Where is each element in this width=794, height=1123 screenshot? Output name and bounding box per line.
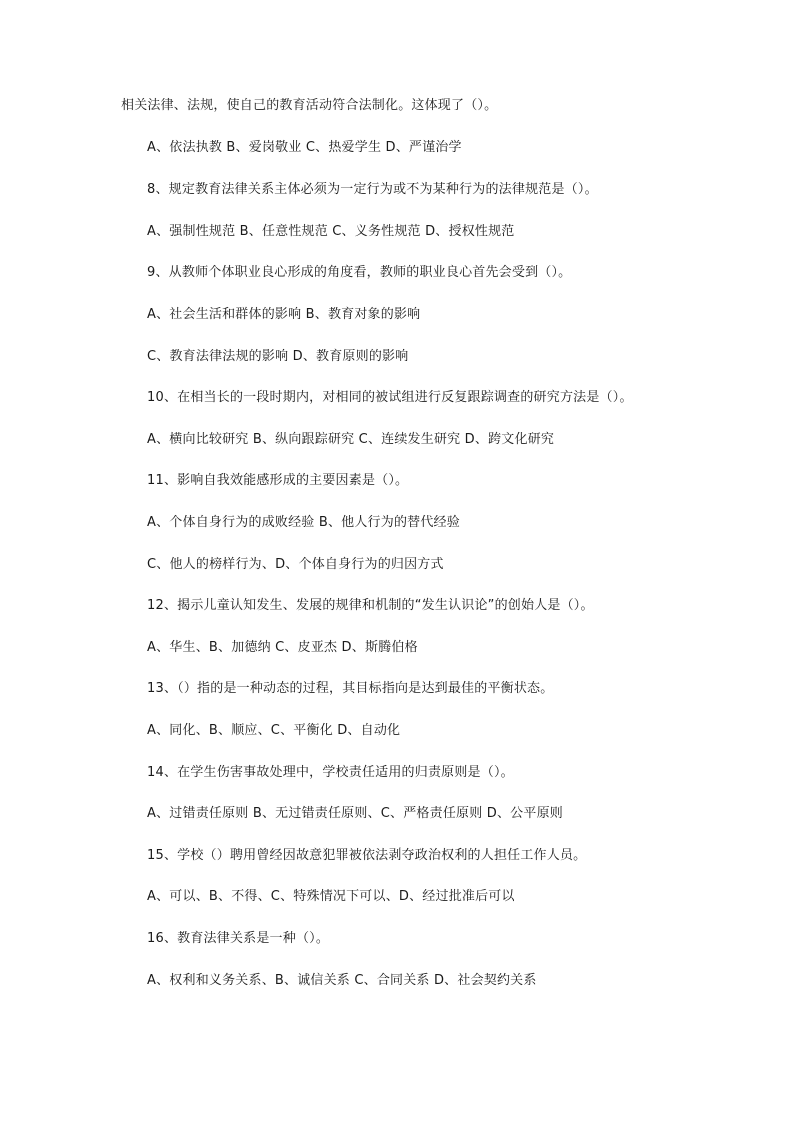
question-15-options: A、可以、B、不得、C、特殊情况下可以、D、经过批准后可以 [147, 889, 515, 904]
question-9-stem: 9、从教师个体职业良心形成的角度看，教师的职业良心首先会受到（）。 [147, 265, 572, 280]
question-13-stem: 13、（）指的是一种动态的过程，其目标指向是达到最佳的平衡状态。 [147, 681, 554, 696]
question-16-stem: 16、教育法律关系是一种（）。 [147, 931, 330, 946]
question-7-stem-continuation: 相关法律、法规，使自己的教育活动符合法制化。这体现了（）。 [121, 98, 498, 113]
question-10-options: A、横向比较研究 B、纵向跟踪研究 C、连续发生研究 D、跨文化研究 [147, 432, 555, 447]
question-13-options: A、同化、B、顺应、C、平衡化 D、自动化 [147, 723, 401, 738]
question-14-options: A、过错责任原则 B、无过错责任原则、C、严格责任原则 D、公平原则 [147, 806, 563, 821]
question-10-stem: 10、在相当长的一段时期内，对相同的被试组进行反复跟踪调查的研究方法是（）。 [147, 390, 633, 405]
question-7-options: A、依法执教 B、爱岗敬业 C、热爱学生 D、严谨治学 [147, 140, 462, 155]
question-14-stem: 14、在学生伤害事故处理中，学校责任适用的归责原则是（）。 [147, 765, 514, 780]
question-11-stem: 11、影响自我效能感形成的主要因素是（）。 [147, 473, 409, 488]
question-9-options-ab: A、社会生活和群体的影响 B、教育对象的影响 [147, 307, 421, 322]
question-8-stem: 8、规定教育法律关系主体必须为一定行为或不为某种行为的法律规范是（）。 [147, 182, 598, 197]
question-16-options: A、权利和义务关系、B、诚信关系 C、合同关系 D、社会契约关系 [147, 973, 537, 988]
question-8-options: A、强制性规范 B、任意性规范 C、义务性规范 D、授权性规范 [147, 224, 515, 239]
question-15-stem: 15、学校（）聘用曾经因故意犯罪被依法剥夺政治权利的人担任工作人员。 [147, 848, 587, 863]
question-11-options-ab: A、个体自身行为的成败经验 B、他人行为的替代经验 [147, 515, 460, 530]
question-12-options: A、华生、B、加德纳 C、皮亚杰 D、斯腾伯格 [147, 640, 418, 655]
question-9-options-cd: C、教育法律法规的影响 D、教育原则的影响 [147, 349, 409, 364]
question-11-options-cd: C、他人的榜样行为、D、个体自身行为的归因方式 [147, 557, 444, 572]
question-12-stem: 12、揭示儿童认知发生、发展的规律和机制的“发生认识论”的创始人是（）。 [147, 598, 594, 613]
